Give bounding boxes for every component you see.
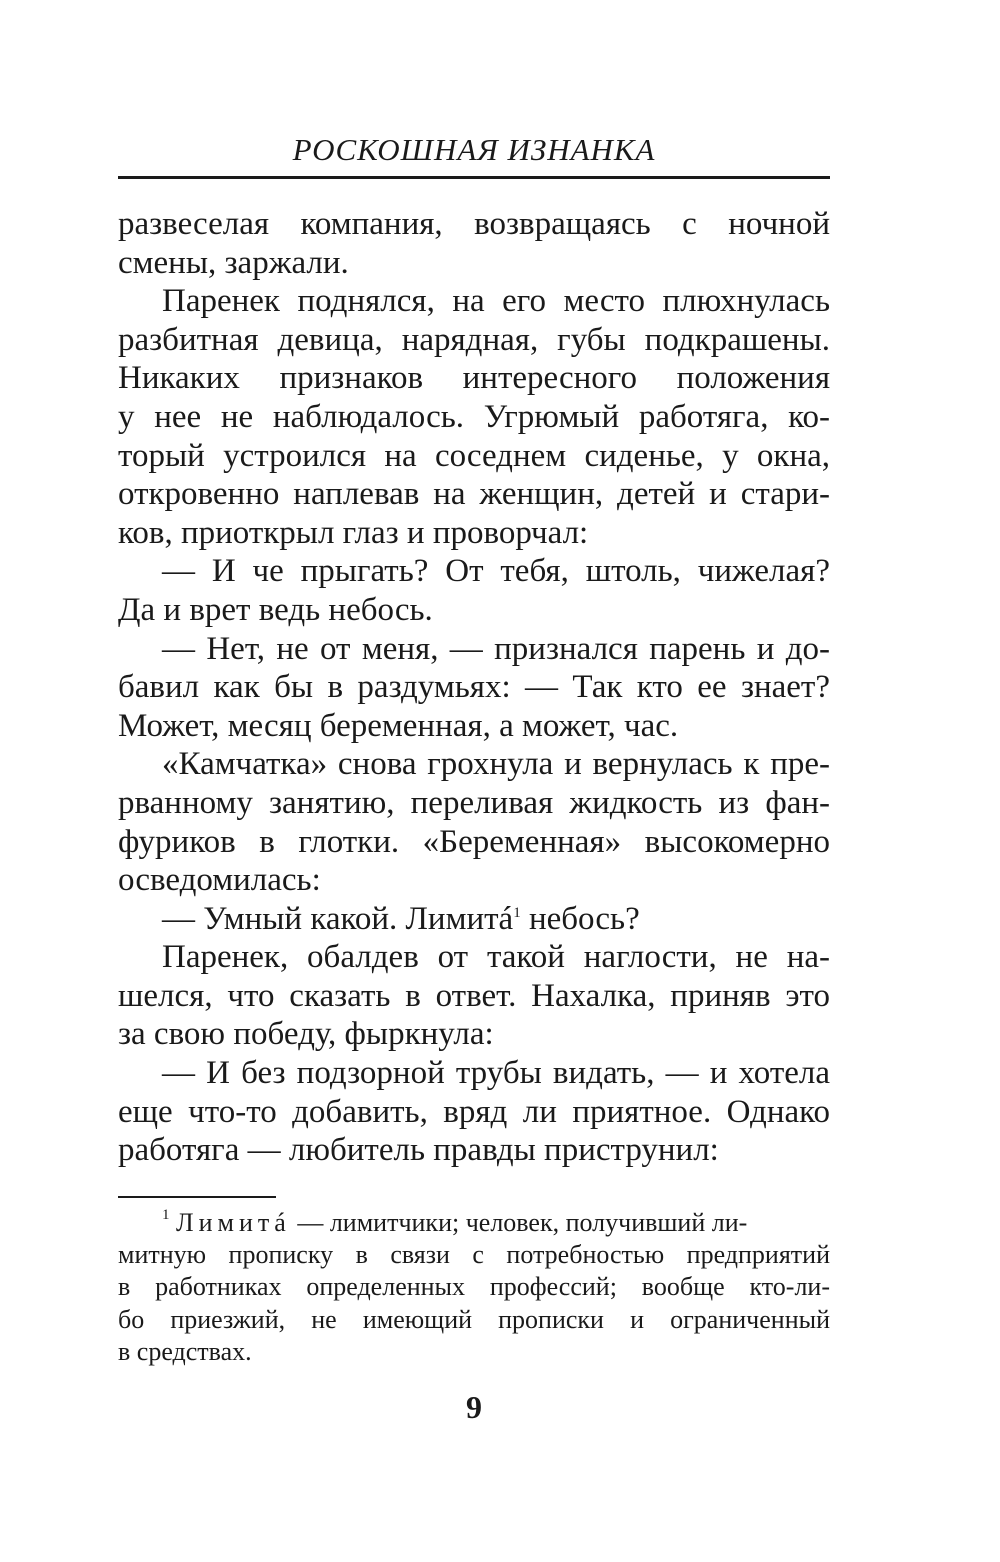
- text-line: Да и врет ведь небось.: [118, 591, 433, 628]
- text-line: у нее не наблюдалось. Угрюмый работяга, ко-: [118, 398, 830, 435]
- text-line: фуриков в глотки. «Беременная» высокомерно: [118, 823, 830, 860]
- footnote-line: митную прописку в связи с потребностью предприятий: [118, 1240, 830, 1270]
- header-rule: [118, 176, 830, 179]
- text-line: смены, заржали.: [118, 244, 349, 281]
- text-line: ков, приоткрыл глаз и проворчал:: [118, 514, 589, 551]
- footnote: [118, 1207, 830, 1368]
- text-line: Паренек, обалдев от такой наглости, не на-: [162, 939, 830, 976]
- footnote-rule: [118, 1196, 276, 1198]
- text-line: бавил как бы в раздумьях: — Так кто ее знает?: [118, 669, 830, 706]
- text-line: рванному занятию, переливая жидкость из фан-: [118, 784, 830, 821]
- text-line: — И че прыгать? От тебя, штоль, чижелая?: [162, 553, 830, 590]
- text-line: — И без подзорной трубы видать, — и хотела: [162, 1055, 830, 1092]
- text-line: развеселая компания, возвращаясь с ночной: [118, 206, 830, 242]
- text-line: «Камчатка» снова грохнула и вернулась к пре-: [162, 746, 830, 783]
- footnote-line: в средствах.: [118, 1336, 252, 1366]
- footnote-line: в работниках определенных профессий; вообще кто-ли-: [118, 1272, 830, 1302]
- text-line: шелся, что сказать в ответ. Нахалка, приняв это: [118, 977, 830, 1014]
- footnote-term: Лимитá: [176, 1208, 291, 1237]
- text-line: Паренек поднялся, на его место плюхнулась: [162, 283, 830, 320]
- body-text: [118, 205, 830, 1170]
- text-line: еще что-то добавить, вряд ли приятное. Однако: [118, 1093, 830, 1130]
- text-line: Может, месяц беременная, а может, час.: [118, 707, 679, 744]
- text-line: Никаких признаков интересного положения: [118, 360, 830, 397]
- page-number: 9: [466, 1389, 482, 1425]
- footnote-definition: — лимитчики; человек, получивший ли-: [297, 1208, 748, 1237]
- text-line: разбитная девица, нарядная, губы подкрашены.: [118, 321, 830, 358]
- text-line: откровенно наплевав на женщин, детей и стари-: [118, 476, 830, 513]
- text-line: [118, 900, 830, 939]
- text-line: торый устроился на соседнем сиденье, у окна,: [118, 437, 830, 474]
- footnote-line: [118, 1207, 830, 1239]
- footnote-line: бо приезжий, не имеющий прописки и ограниченный: [118, 1304, 830, 1334]
- running-title: РОСКОШНАЯ ИЗНАНКА: [292, 132, 656, 167]
- text-line: осведомилась:: [118, 862, 321, 899]
- text-line: работяга — любитель правды приструнил:: [118, 1132, 719, 1169]
- book-page: [118, 0, 830, 1562]
- text-segment: небось?: [528, 900, 640, 937]
- text-line: — Нет, не от меня, — признался парень и до-: [162, 630, 830, 667]
- text-segment: — Умный какой. Лимитá: [162, 900, 514, 937]
- footnote-reference[interactable]: 1: [513, 904, 521, 921]
- footnote-marker: 1: [162, 1207, 170, 1223]
- text-line: за свою победу, фыркнула:: [118, 1016, 494, 1053]
